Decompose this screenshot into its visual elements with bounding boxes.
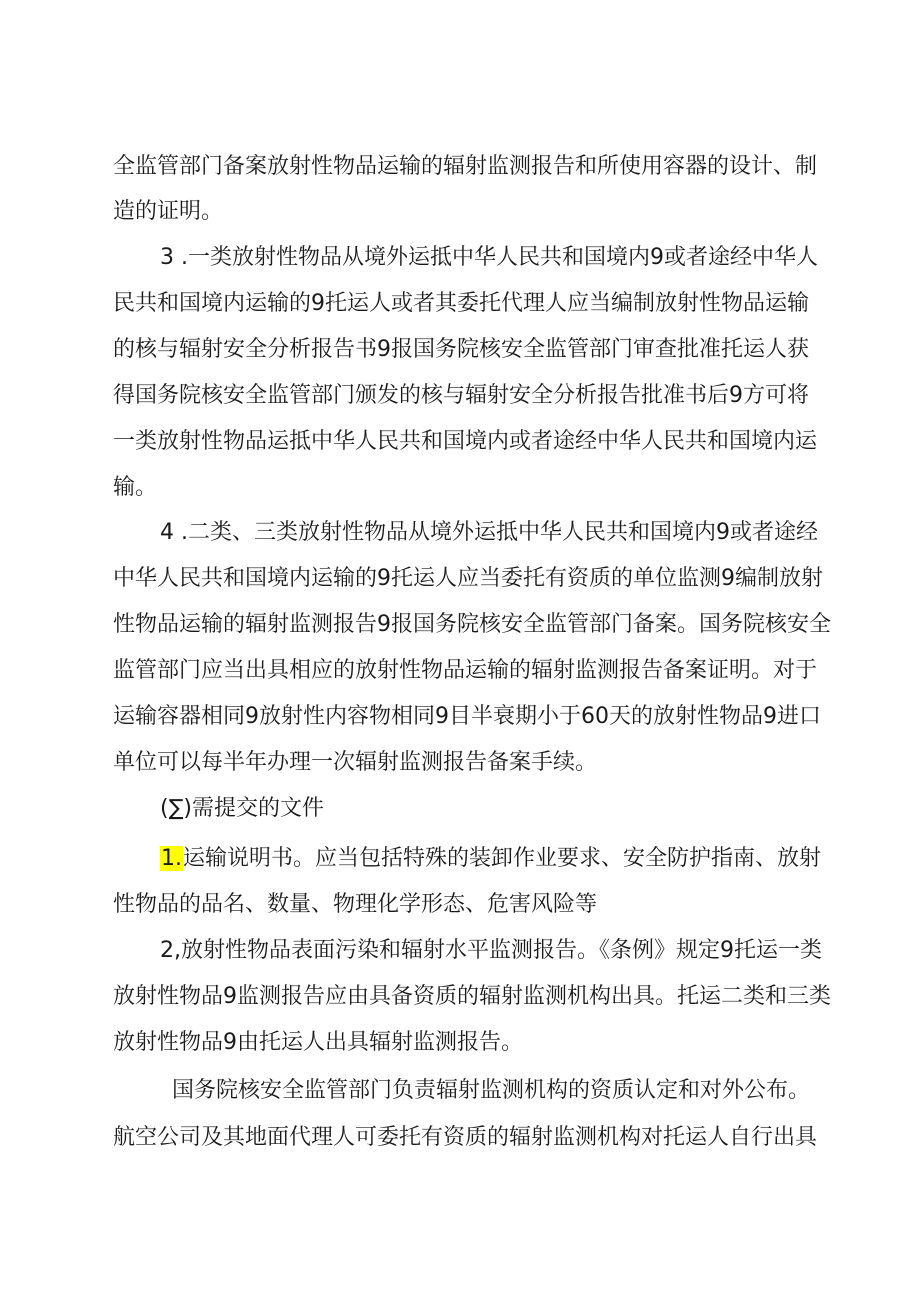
- paragraph-2-line-2: 民共和国境内运输的9托运人或者其委托代理人应当编制放射性物品运输: [113, 291, 809, 316]
- paragraph-2-line-4: 得国务院核安全监管部门颁发的核与辐射安全分析报告批准书后9方可将: [113, 383, 809, 408]
- paragraph-3-line-3: 性物品运输的辐射监测报告9报国务院核安全监管部门备案。国务院核安全: [113, 612, 831, 637]
- paragraph-3-line-4: 监管部门应当出具相应的放射性物品运输的辐射监测报告备案证明。对于: [113, 658, 818, 683]
- paragraph-2-line-5: 一类放射性物品运抵中华人民共和国境内或者途经中华人民共和国境内运: [113, 429, 818, 454]
- item-2-line-1: 2,放射性物品表面污染和辐射水平监测报告。《条例》规定9托运一类: [160, 938, 822, 963]
- item-1-text: 运输说明书。应当包括特殊的装卸作业要求、安全防护指南、放射: [183, 846, 822, 871]
- paragraph-3-line-5: 运输容器相同9放射性内容物相同9目半衰期小于60天的放射性物品9进口: [113, 704, 821, 729]
- item-1-number-highlight: 1.: [161, 846, 182, 871]
- item-1-line-2: 性物品的品名、数量、物理化学形态、危害风险等: [113, 892, 598, 917]
- item-2-line-3: 放射性物品9由托运人出具辐射监测报告。: [113, 1030, 523, 1055]
- paragraph-4-line-2: 航空公司及其地面代理人可委托有资质的辐射监测机构对托运人自行出具: [113, 1125, 818, 1150]
- section-heading: (∑)需提交的文件: [160, 796, 324, 821]
- paragraph-3-line-2: 中华人民共和国境内运输的9托运人应当委托有资质的单位监测9编制放射: [113, 566, 823, 591]
- item-1-line-1: [160, 844, 821, 874]
- paragraph-4-line-1: 国务院核安全监管部门负责辐射监测机构的资质认定和对外公布。: [172, 1078, 811, 1103]
- paragraph-2-line-6: 输。: [113, 475, 158, 500]
- paragraph-2-line-3: 的核与辐射安全分析报告书9报国务院核安全监管部门审查批准托运人获: [113, 337, 809, 362]
- paragraph-1-line-2: 造的证明。: [113, 199, 224, 224]
- item-2-line-2: 放射性物品9监测报告应由具备资质的辐射监测机构出具。托运二类和三类: [113, 984, 831, 1009]
- paragraph-1-line-1: 全监管部门备案放射性物品运输的辐射监测报告和所使用容器的设计、制: [113, 154, 818, 179]
- paragraph-3-line-6: 单位可以每半年办理一次辐射监测报告备案手续。: [113, 750, 598, 775]
- paragraph-2-line-1: 3 .一类放射性物品从境外运抵中华人民共和国境内9或者途经中华人: [160, 245, 818, 270]
- paragraph-3-line-1: 4 .二类、三类放射性物品从境外运抵中华人民共和国境内9或者途经: [160, 520, 818, 545]
